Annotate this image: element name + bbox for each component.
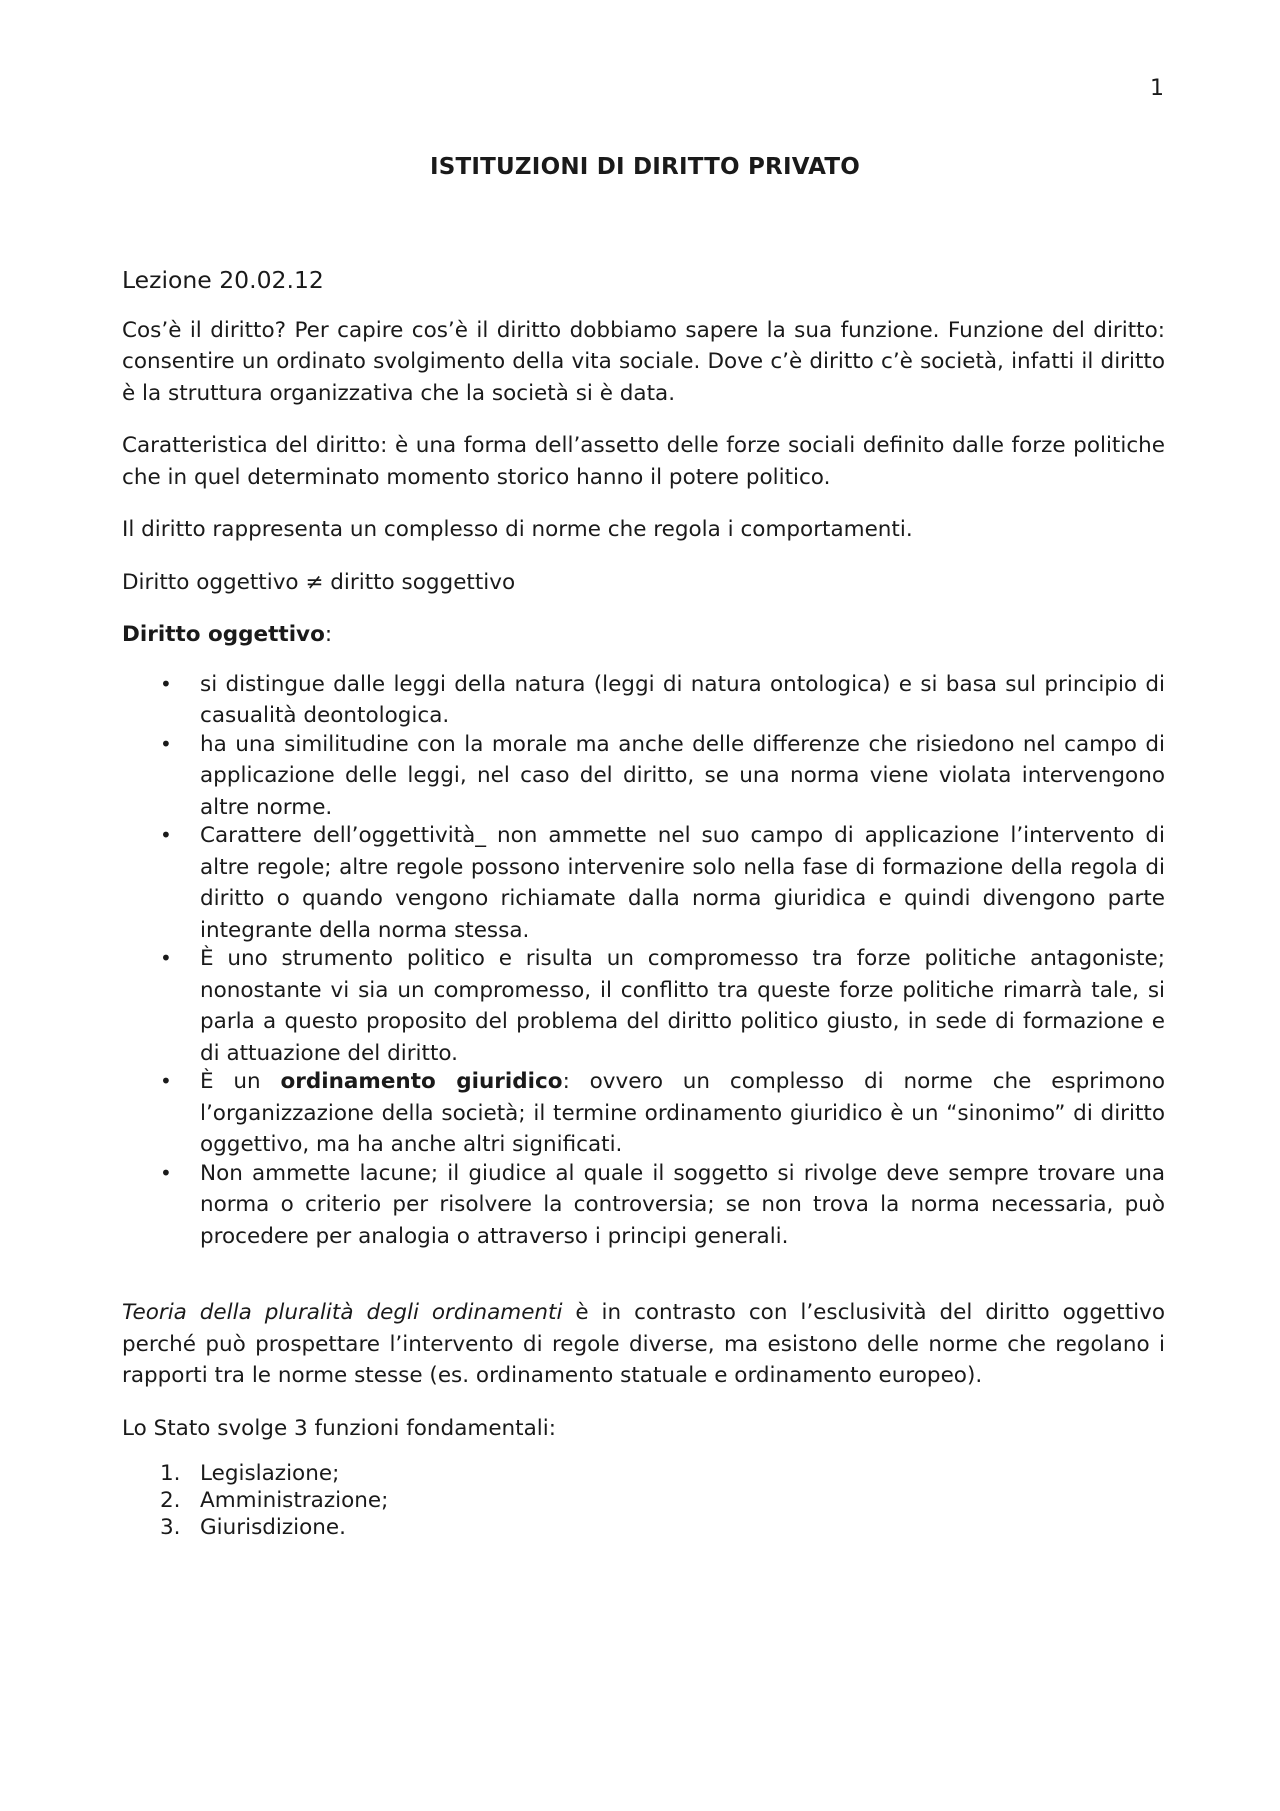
theory-italic: Teoria della pluralità degli ordinamenti xyxy=(122,1300,563,1325)
bullet-icon: • xyxy=(160,946,172,970)
bullet-list xyxy=(122,669,1165,1253)
list-number: 3. xyxy=(160,1515,181,1540)
list-item-text: ha una similitudine con la morale ma anche delle differenze che risiedono nel campo di applicazione delle leggi, nel caso del diritto, se una norma viene violata intervengono altre norme. xyxy=(200,731,1165,820)
list-item xyxy=(122,1066,1165,1161)
list-item xyxy=(122,820,1165,946)
list-item-bold: ordinamento giuridico xyxy=(280,1069,563,1094)
list-number: 2. xyxy=(160,1488,181,1513)
list-item xyxy=(122,1158,1165,1253)
paragraph-intro: Cos’è il diritto? Per capire cos’è il diritto dobbiamo sapere la sua funzione. Funzione del diritto: consentire un ordinato svolgimento della vita sociale. Dove c’è diritto c’è società, infatti il diritto è la struttura organizzativa che la società si è data. xyxy=(122,317,1165,406)
lesson-date: Lezione 20.02.12 xyxy=(122,266,324,294)
functions-intro: Lo Stato svolge 3 funzioni fondamentali: xyxy=(122,1415,556,1441)
list-item-pre: È un xyxy=(200,1069,281,1094)
bullet-icon: • xyxy=(160,1160,172,1185)
list-item-post: : ovvero un complesso di norme che esprimono l’organizzazione della società; il termine ordinamento giuridico è un “sinonimo” di diritto oggettivo, ma ha anche altri significati. xyxy=(200,1069,1165,1157)
paragraph-norms: Il diritto rappresenta un complesso di norme che regola i comportamenti. xyxy=(122,517,913,542)
list-item xyxy=(122,943,1165,1069)
document-body xyxy=(122,265,1165,1541)
list-item-text: si distingue dalle leggi della natura (leggi di natura ontologica) e si basa sul principio di casualità deontologica. xyxy=(200,671,1165,728)
paragraph-distinction: Diritto oggettivo ≠ diritto soggettivo xyxy=(122,569,516,595)
list-item xyxy=(122,669,1165,732)
bullet-icon: • xyxy=(160,1069,172,1093)
list-item-text: Non ammette lacune; il giudice al quale il soggetto si rivolge deve sempre trovare una norma o criterio per risolvere la controversia; se non trova la norma necessaria, può procedere per analogia o attraverso i principi generali. xyxy=(200,1160,1165,1249)
paragraph-theory xyxy=(122,1297,1165,1392)
list-number: 1. xyxy=(160,1461,181,1486)
paragraph-characteristic: Caratteristica del diritto: è una forma dell’assetto delle forze sociali definito dalle forze politiche che in quel determinato momento storico hanno il potere politico. xyxy=(122,433,1165,490)
list-item-text: È uno strumento politico e risulta un compromesso tra forze politiche antagoniste; nonostante vi sia un compromesso, il conflitto tra queste forze politiche rimarrà tale, si parla a questo proposito del problema del diritto politico giusto, in sede di formazione e di attuazione del diritto. xyxy=(200,946,1165,1066)
bullet-icon: • xyxy=(160,823,172,847)
section-heading-suffix: : xyxy=(324,622,333,647)
section-heading-bold: Diritto oggettivo xyxy=(122,622,325,647)
list-item-text: Amministrazione; xyxy=(200,1488,389,1513)
list-item xyxy=(122,1514,1165,1541)
document-title: ISTITUZIONI DI DIRITTO PRIVATO xyxy=(430,154,860,180)
bullet-icon: • xyxy=(160,731,172,756)
list-item-text: Legislazione; xyxy=(200,1461,340,1486)
list-item-text: Giurisdizione. xyxy=(200,1515,346,1540)
section-heading xyxy=(122,619,1165,651)
list-item xyxy=(122,1460,1165,1487)
page-number: 1 xyxy=(1150,76,1164,101)
bullet-icon: • xyxy=(160,671,172,696)
theory-rest: è in contrasto con l’esclusività del diritto oggettivo perché può prospettare l’intervento di regole diverse, ma esistono delle norme che regolano i rapporti tra le norme stesse (es. ordinamento statuale e ordinamento europeo). xyxy=(122,1300,1165,1388)
list-item xyxy=(122,729,1165,824)
list-item-text: Carattere dell’oggettività_ non ammette nel suo campo di applicazione l’intervento di altre regole; altre regole possono intervenire solo nella fase di formazione della regola di diritto o quando vengono richiamate dalla norma giuridica e quindi divengono parte integrante della norma stessa. xyxy=(200,823,1165,943)
functions-list xyxy=(122,1460,1165,1541)
list-item xyxy=(122,1487,1165,1514)
